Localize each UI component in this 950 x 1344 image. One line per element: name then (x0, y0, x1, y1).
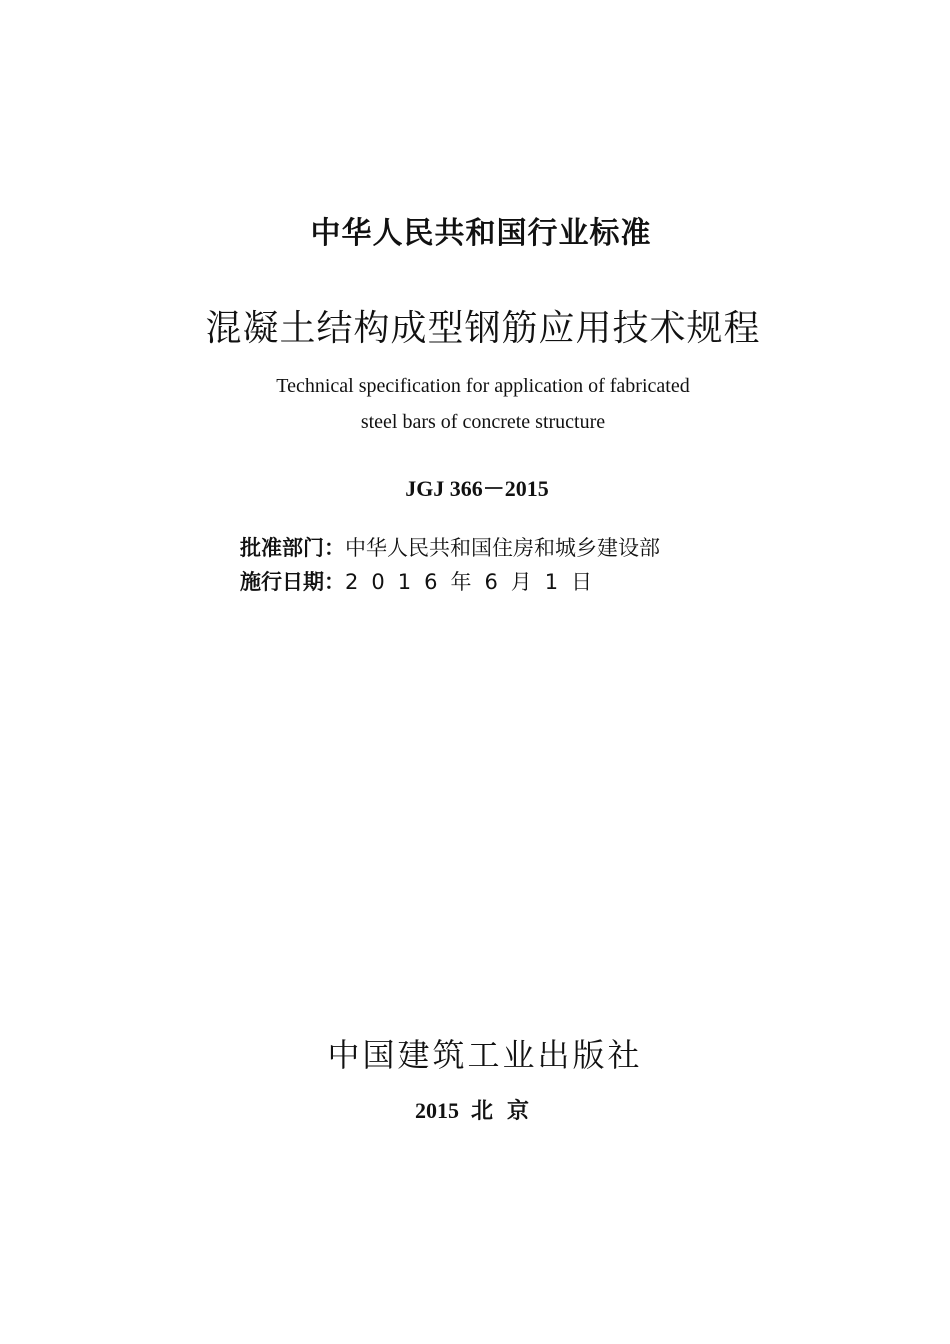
approval-department-label: 批准部门： (240, 536, 345, 560)
document-title-english-line2: steel bars of concrete structure (360, 411, 606, 433)
publisher-name: 中国建筑工业出版社 (327, 1036, 643, 1074)
effective-date-label: 施行日期： (240, 570, 345, 594)
publication-year: 2015 (414, 1098, 459, 1123)
industry-standard-heading: 中华人民共和国行业标准 (310, 216, 652, 251)
approval-department-line (240, 532, 660, 562)
standard-code: JGJ 366－2015 (405, 476, 549, 501)
publication-city: 北京 (470, 1098, 543, 1123)
effective-date-value: 2016年6月1日 (345, 570, 606, 594)
publication-year-place (0, 1094, 950, 1125)
effective-date-line (240, 566, 605, 596)
document-title-chinese: 混凝土结构成型钢筋应用技术规程 (205, 308, 761, 349)
approval-department-value: 中华人民共和国住房和城乡建设部 (345, 536, 660, 560)
document-title-english-line1: Technical specification for application of fabricated (276, 375, 690, 397)
